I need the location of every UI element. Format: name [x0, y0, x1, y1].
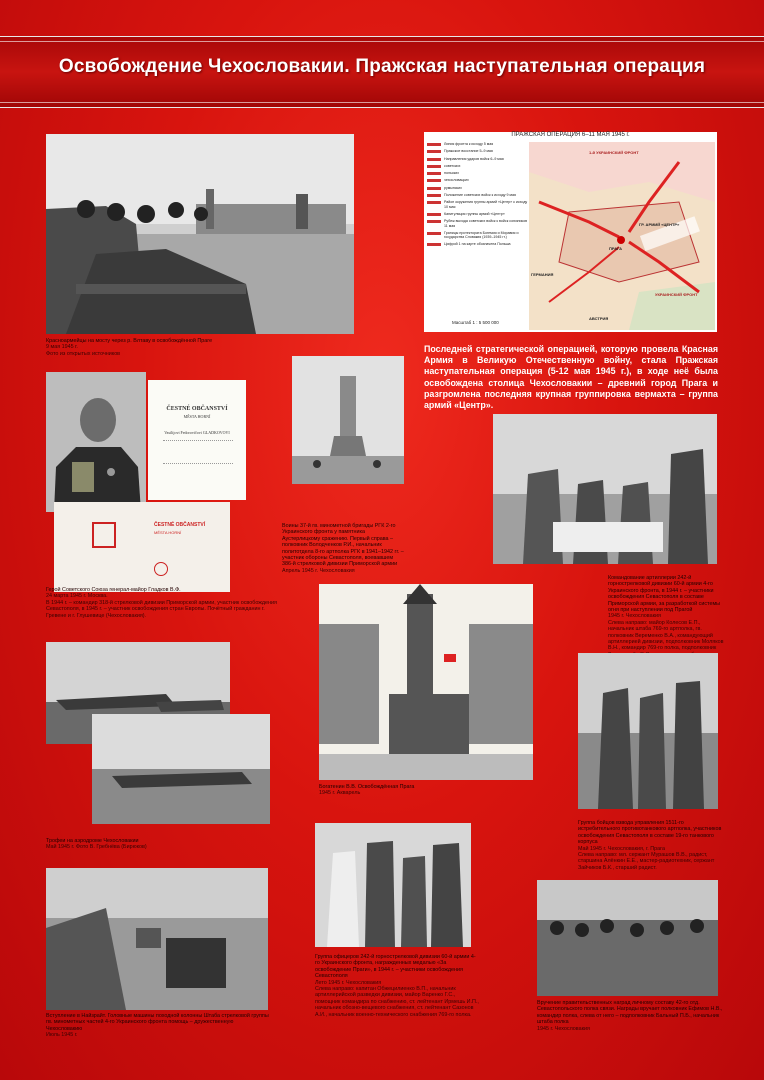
map-scale: Масштаб 1 : 5 500 000	[452, 320, 499, 325]
legend-item: Пражское восстание 5–9 мая	[426, 149, 528, 153]
caption-gladkov: Герой Советского Союза генерал-майор Гладков В.Ф. 24 марта 1945 г. Москва. В 1944 г. – командир 318-й стрелковой дивизии Приморской армии, участник освобождения Севастополя, в 1945 г. – участник освобождения стран Европы. Почётный гражданин г. Гревене и г. Глушевице (Чехословакия).	[46, 587, 277, 619]
caption-planes: Трофеи на аэродроме Чехословакии Май 1945 г. Фото В. Гребнёва (Бирюков)	[46, 838, 147, 851]
caption-fighters: Группа бойцов взвода управления 1511-го истребительного противотанкового артполка, участников освобождения Севастополя в составе 19-го танкового корпуса Май 1945 г. Чехословакия, г. Прага Слева направо: мл. сержант Мурашов В.В., радист, старшина Алёнкин Е.Е., мастер-радиотехник, сержант Зайчиков Б.К., старший радист.	[578, 820, 722, 871]
photo-vehicle-column	[46, 868, 268, 1010]
map-terrain	[529, 142, 715, 330]
legend-item: Положение советских войск к исходу 9 мая	[426, 193, 528, 197]
caption-monument: Воины 37-й гв. минометной бригады РГК 2-го Украинского фронта у памятника Аустерлицкому сражению. Первый справа – полковник Володченков Р.И., начальник политотдела 8-го артполка РГК в 1941–1942 гг. – участник обороны Севастополя, воевавшем 386-й стрелковой дивизии Приморской армии Апрель 1945 г. Чехословакия	[282, 523, 404, 574]
photo-fighters-group	[578, 653, 718, 809]
legend-item: Цифрой 1 на карте обозначена Польша	[426, 242, 528, 246]
certificate-cover: ČESTNÉ OBČANSTVÍ MĚSTA HORNÍ	[54, 502, 230, 592]
map-label: ГЕРМАНИЯ	[531, 272, 554, 277]
caption-awards-ceremony: Вручение правительственных наград личному составу 42-го отд. Севастопольского полка связи. Награды вручает полковник Ефимов Н.В., командир полка, слева от него – подполковник Бальный П.Б., начальник штаба полка 1945 г. Чехословакия	[537, 1000, 723, 1032]
photo-captured-planes-2	[92, 714, 270, 824]
legend-item: Район окружения группы армий «Центр» к исходу 10 мая	[426, 200, 528, 209]
legend-item: польских	[426, 171, 528, 175]
legend-item: Капитуляция группы армий «Центр»	[426, 212, 528, 216]
legend-item: румынских	[426, 186, 528, 190]
intro-paragraph: Последней стратегической операцией, которую провела Красная Армия в Великую Отечественную войну, стала Пражская наступательная операция (5-12 мая 1945 г.), в ходе неё была освобождена столица Чехословакии – древний город Прага и разгромлена последняя крупная группировка вермахта – группа армий «Центр».	[424, 344, 718, 411]
photo-portrait-gladkov	[46, 372, 146, 512]
photo-awards-ceremony	[537, 880, 718, 996]
map-legend	[426, 142, 528, 250]
map-title: ПРАЖСКАЯ ОПЕРАЦИЯ 6–11 МАЯ 1945 г.	[511, 132, 630, 138]
caption-officers-awarded: Группа офицеров 242-й горнострелковой дивизии 60-й армии 4-го Украинского фронта, награжденных медалью «За освобождение Праги», в 1944 г. – участники освобождения Севастополя Лето 1945 г. Чехословакия Слева направо: капитан Обжецилиенко В.П., начальник артиллерийской разведки дивизии, майор Варенко Г.С., помощник командира по снабжению, ст. лейтенант Ирмешь И.П., начальник обозно-вещевого снабжения, ст. лейтенант Сазонов А.И., начальник военно-технического снабжения 769-го полка.	[315, 954, 479, 1018]
page-title: Освобождение Чехословакии. Пражская наступательная операция	[58, 56, 706, 77]
certificate-honorary-citizen: ČESTNÉ OBČANSTVÍ MĚSTA HORNÍ Vasilijovi Fedorovičovi GLADKOVOVI	[148, 380, 246, 500]
legend-item: Направления ударов войск 6–9 мая	[426, 157, 528, 161]
operation-map	[424, 132, 717, 332]
caption-artillery-command: Командование артиллерии 242-й горнострелковой дивизии 60-й армии 4-го Украинского фронта, в 1944 г. – участники освобождения Севастополя в составе Приморской армии, за разработкой системы огня при наступлении под Прагой 1945 г. Чехословакия Слева направо: майор Колесов Е.П., начальник штаба 769-го артполка, гв. полковник Веременко В.А., командующий артиллерией дивизии, подполковник Моляков В.Н., командир 769-го полка, подполковник	[608, 575, 724, 652]
photo-bridge-prague	[46, 134, 354, 334]
photo-officers-awarded	[315, 823, 471, 947]
photo-artillery-command	[493, 414, 717, 564]
map-label: ПРАГА	[609, 246, 622, 251]
map-label: 1-й УКРАИНСКИЙ ФРОНТ	[589, 150, 639, 155]
caption-vehicle-column: Вступление в Найзрайт. Головные машины походной колонны Штаба стрелковой группы гв. минометных частей 4-го Украинского фронта помощь – дружественную Чехословакию Июль 1945 г.	[46, 1013, 269, 1039]
legend-item: Границы протектората Богемия и Моравия и государства Словакия (1939–1945 гг.)	[426, 231, 528, 240]
legend-item: Линия фронта к исходу 5 мая	[426, 142, 528, 146]
map-label: АВСТРИЯ	[589, 316, 609, 321]
painting-liberated-prague	[319, 584, 533, 780]
caption-painting: Богатенин В.В. Освобождённая Прага 1945 г. Акварель	[319, 784, 415, 797]
legend-item: чехословацких	[426, 178, 528, 182]
photo-austerlitz-monument	[292, 356, 404, 484]
legend-item: советских	[426, 164, 528, 168]
caption-bridge: Красноармейцы на мосту через р. Влтаву в освобождённой Праге 9 мая 1945 г. Фото из открытых источников	[46, 338, 213, 357]
map-label: УКРАИНСКИЙ ФРОНТ	[655, 292, 698, 297]
map-label: ГР. АРМИЙ «ЦЕНТР»	[639, 222, 680, 227]
legend-item: Рубеж выхода советских войск к войск союзников 11 мая	[426, 219, 528, 228]
